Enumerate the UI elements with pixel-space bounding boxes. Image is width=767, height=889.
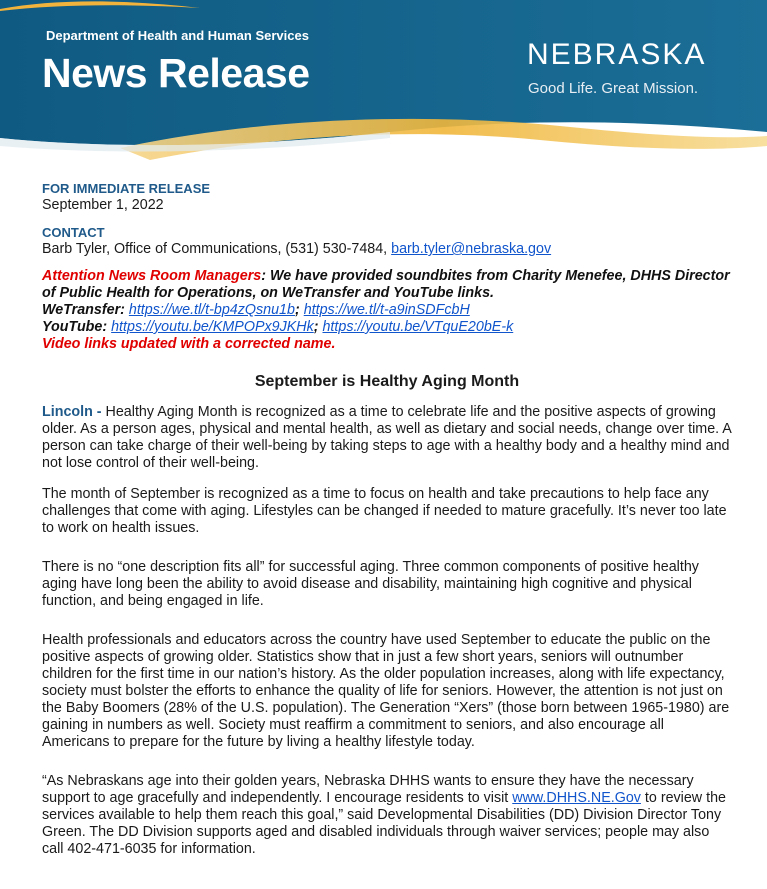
youtube-link-2[interactable]: https://youtu.be/VTquE20bE-k — [322, 319, 514, 335]
paragraph-5-text-b: to review the services available to help them reach this goal,” said Developmental Disabilities (DD) Division Director Tony Green. The DD Division supports aged and disabled individuals through waiver services; people may also call 402-471-6035 for information. — [42, 790, 726, 857]
article-paragraph-5 — [42, 773, 732, 858]
wetransfer-label: WeTransfer — [42, 302, 121, 318]
release-date: September 1, 2022 — [42, 197, 164, 213]
attention-text: : We have provided soundbites from Charity Menefee, DHHS Director of Public Health for Operations, on WeTransfer and YouTube links. — [42, 268, 730, 301]
department-name: Department of Health and Human Services — [46, 28, 309, 43]
release-content — [42, 180, 732, 858]
contact-line — [42, 241, 732, 258]
article-paragraph-1 — [42, 404, 732, 472]
release-label: FOR IMMEDIATE RELEASE — [42, 181, 211, 196]
paragraph-5-text-a: “As Nebraskans age into their golden years, Nebraska DHHS wants to ensure they have the necessary support to age gracefully and independently. I encourage residents to visit — [42, 773, 694, 806]
nebraska-logo: NEBRASKA — [527, 38, 707, 71]
attention-line — [42, 268, 732, 302]
contact-text: Barb Tyler, Office of Communications, (531) 530-7484, — [42, 241, 392, 257]
page-title: News Release — [42, 50, 310, 96]
wetransfer-link-2[interactable]: https://we.tl/t-a9inSDFcbH — [303, 302, 470, 318]
article-heading: September is Healthy Aging Month — [254, 373, 520, 390]
youtube-link-1[interactable]: https://youtu.be/KMPOPx9JKHk — [111, 319, 314, 335]
update-note: Video links updated with a corrected name. — [42, 336, 336, 352]
article-paragraph-2: The month of September is recognized as a time to focus on health and take precautions to help face any challenges that come with aging. Lifestyles can be changed if needed to mature gracefully. It’s never too late to work on health issues. — [42, 486, 727, 536]
nebraska-logo-swoosh — [0, 0, 200, 14]
youtube-line: YouTube: https://youtu.be/KMPOPx9JKHk; https://youtu.be/VTquE20bE-k — [42, 319, 514, 335]
attention-label: Attention News Room Managers — [42, 268, 262, 284]
logo-tagline: Good Life. Great Mission. — [528, 80, 699, 97]
contact-label: CONTACT — [42, 225, 105, 240]
paragraph-1-text: Healthy Aging Month is recognized as a time to celebrate life and the positive aspects of growing older. As a person ages, physical and mental health, as well as dietary and social needs, change over time. A person can take charge of their well-being by taking steps to age with a healthy body and a healthy mind and not lose control of their well-being. — [42, 404, 732, 471]
attention-block — [42, 268, 732, 353]
dhhs-website-link[interactable]: www.DHHS.NE.Gov — [512, 790, 641, 806]
header-banner — [0, 0, 767, 170]
wetransfer-link-1[interactable]: https://we.tl/t-bp4zQsnu1b — [128, 302, 295, 318]
contact-email-link[interactable]: barb.tyler@nebraska.gov — [391, 241, 552, 257]
dateline: Lincoln - — [42, 404, 102, 420]
youtube-label: YouTube: — [42, 319, 108, 335]
wetransfer-line: WeTransfer: https://we.tl/t-bp4zQsnu1b; https://we.tl/t-a9inSDFcbH — [42, 302, 470, 318]
article-paragraph-3: There is no “one description fits all” for successful aging. Three common components of positive healthy aging have long been the ability to avoid disease and disability, maintaining high cognitive and physical function, and being engaged in life. — [42, 559, 699, 609]
article-paragraph-4: Health professionals and educators across the country have used September to educate the public on the positive aspects of growing older. Statistics show that in just a few short years, seniors will outnumber children for the first time in our nation’s history. As the older population increases, along with life expectancy, society must bolster the efforts to enhance the quality of life for seniors. However, the attention is not just on the Baby Boomers (28% of the U.S. population). The Generation “Xers” (those born between 1965-1980) are gaining in numbers as well. Society must reaffirm a commitment to seniors, and also encourage all Americans to prepare for the future by living a healthy lifestyle today. — [42, 632, 730, 750]
